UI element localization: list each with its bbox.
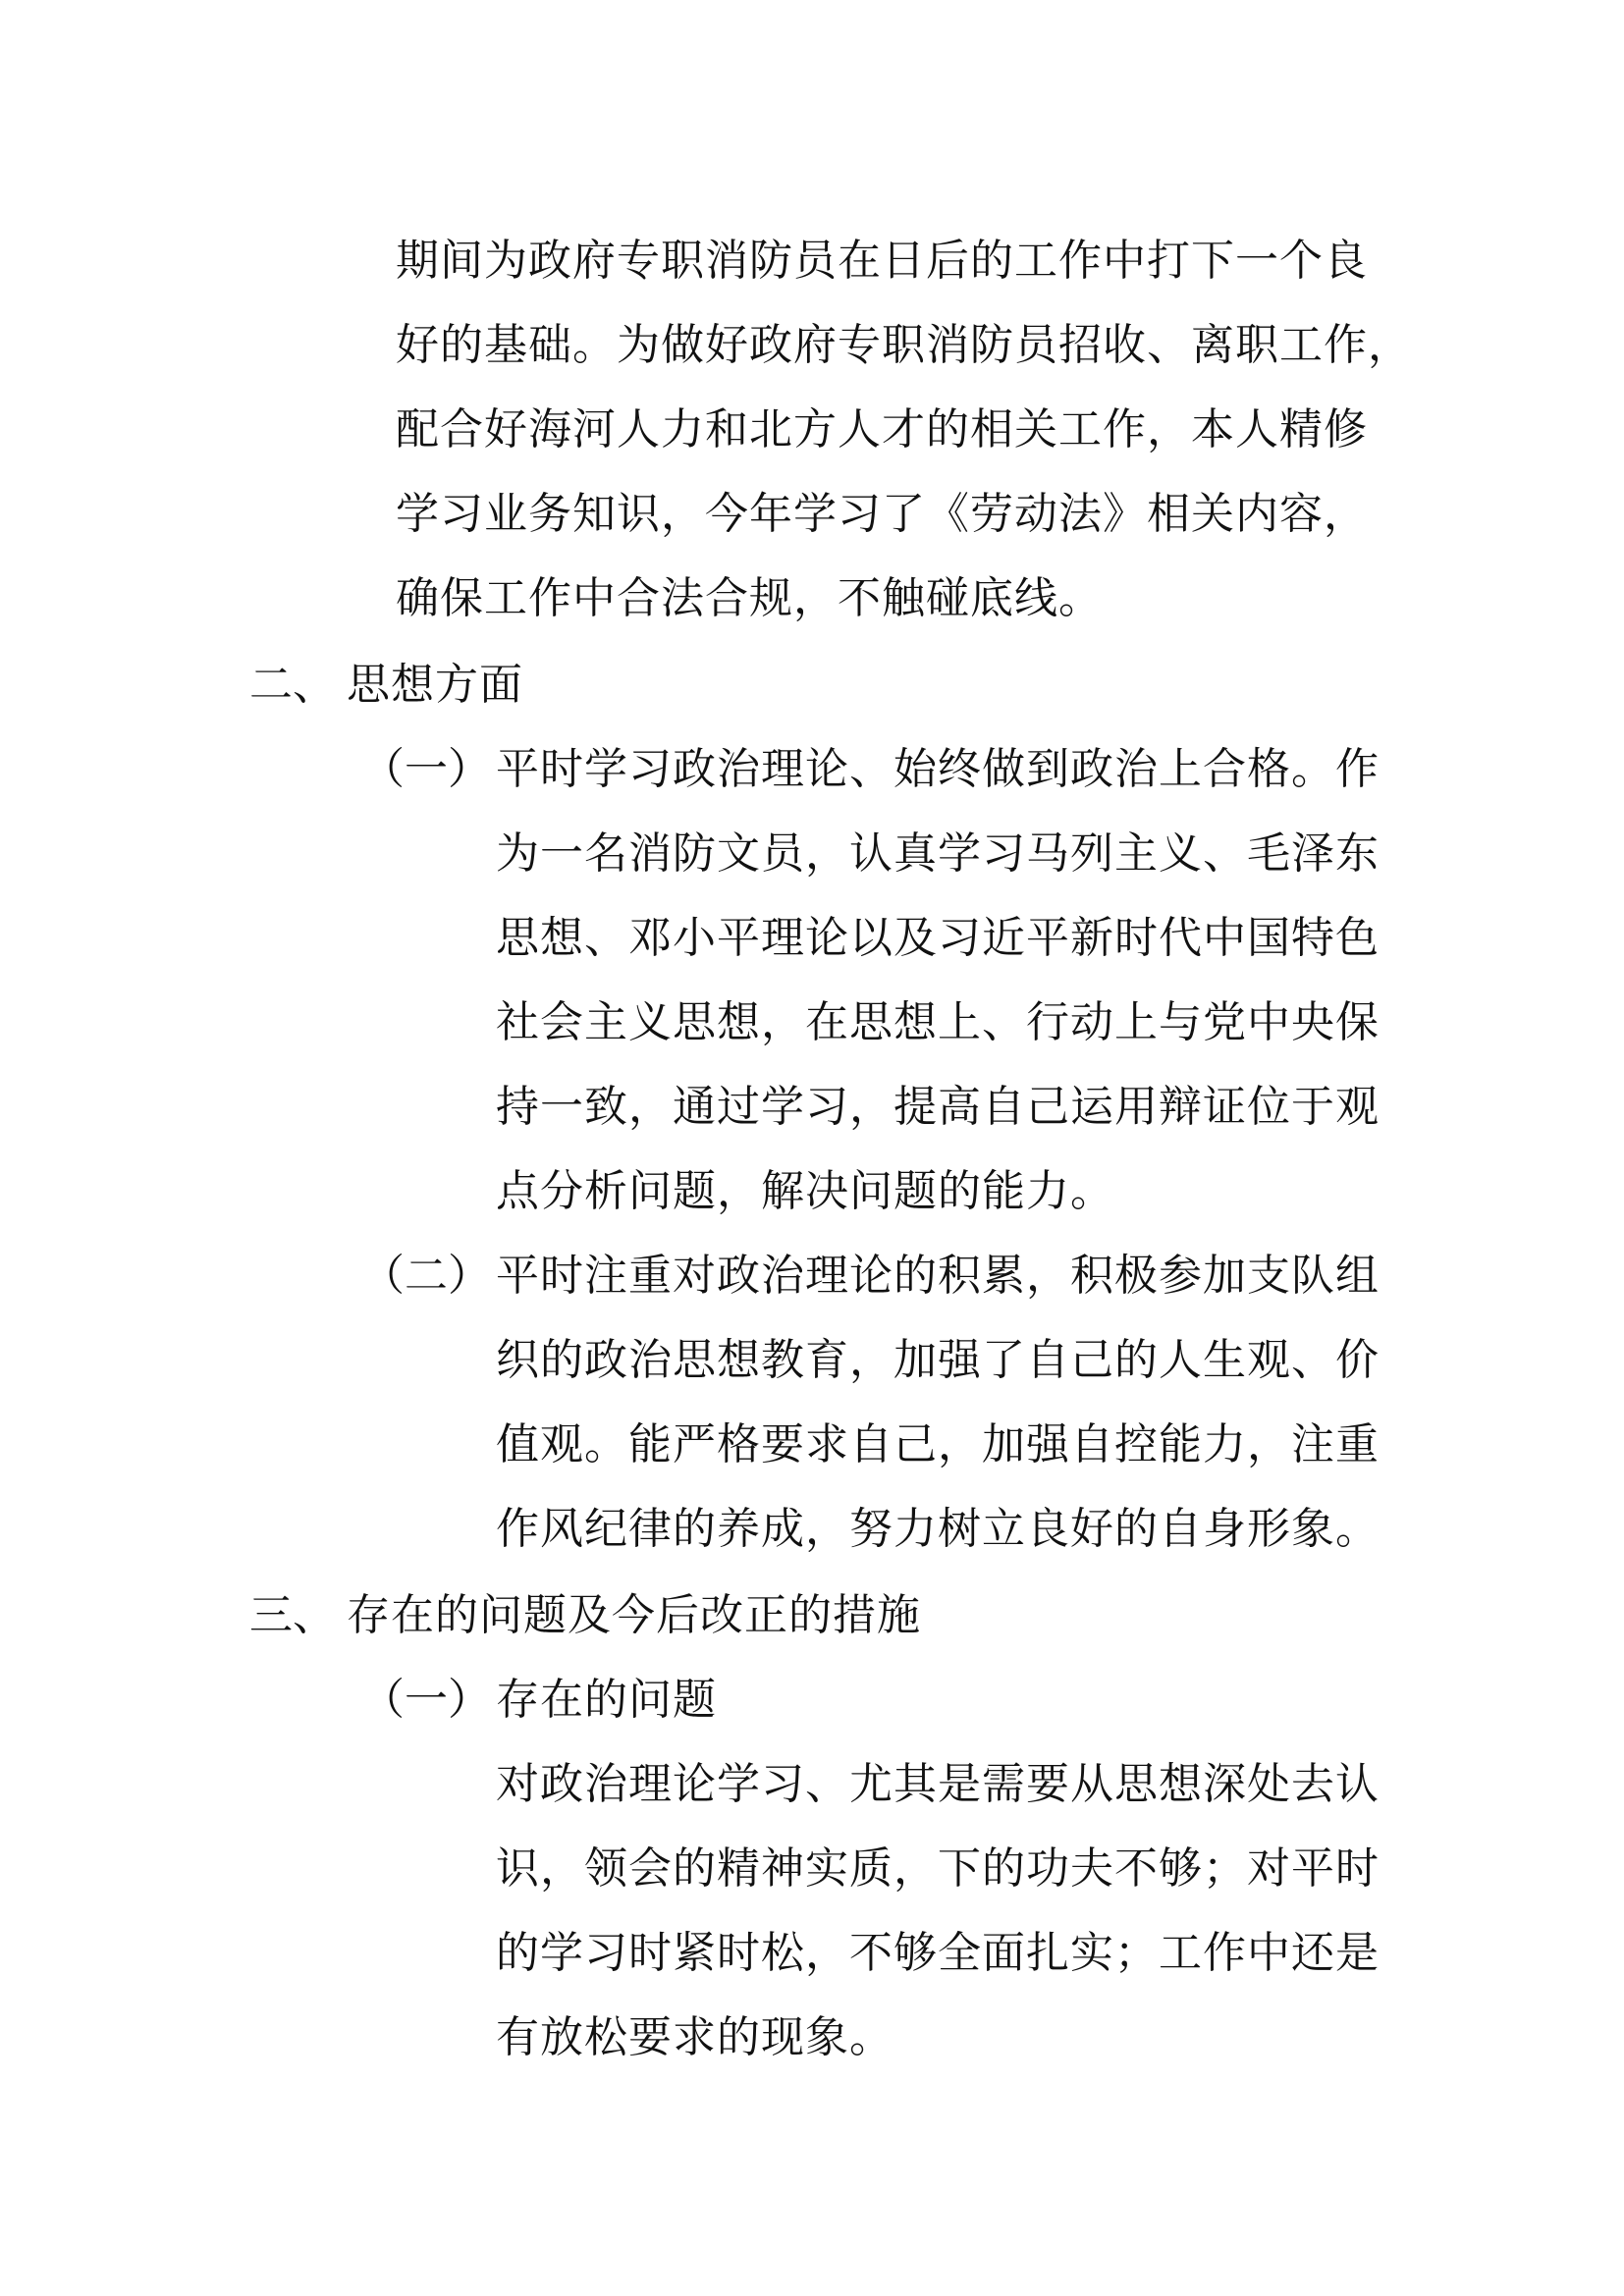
item-number: （一）: [361, 1675, 491, 1725]
paragraph-line: 点分析问题，解决问题的能力。: [496, 1166, 1114, 1216]
paragraph-line: 为一名消防文员，认真学习马列主义、毛泽东: [496, 828, 1380, 879]
paragraph-line: 值观。能严格要求自己，加强自控能力，注重: [496, 1419, 1380, 1469]
paragraph-line: 社会主义思想，在思想上、行动上与党中央保: [496, 997, 1380, 1047]
paragraph-line: 织的政治思想教育，加强了自己的人生观、价: [496, 1335, 1380, 1385]
item-number: （二）: [361, 1251, 491, 1301]
paragraph-line: 持一致，通过学习，提高自己运用辩证位于观: [496, 1082, 1380, 1132]
paragraph-line: 平时注重对政治理论的积累，积极参加支队组: [496, 1251, 1380, 1301]
paragraph-line: 期间为政府专职消防员在日后的工作中打下一个良: [396, 236, 1368, 286]
paragraph-line: 思想、邓小平理论以及习近平新时代中国特色: [496, 913, 1380, 963]
paragraph-line: 对政治理论学习、尤其是需要从思想深处去认: [496, 1759, 1380, 1809]
paragraph-line: 学习业务知识，今年学习了《劳动法》相关内容，: [396, 489, 1368, 539]
section-number: 三、: [249, 1590, 336, 1640]
section-title: 存在的问题及今后改正的措施: [347, 1590, 921, 1640]
paragraph-line: 作风纪律的养成，努力树立良好的自身形象。: [496, 1504, 1380, 1554]
paragraph-line: 识，领会的精神实质，下的功夫不够；对平时: [496, 1843, 1380, 1894]
paragraph-line: 好的基础。为做好政府专职消防员招收、离职工作，: [396, 320, 1412, 370]
paragraph-line: 的学习时紧时松，不够全面扎实；工作中还是: [496, 1928, 1380, 1978]
paragraph-line: 配合好海河人力和北方人才的相关工作，本人精修: [396, 404, 1368, 454]
paragraph-line: 平时学习政治理论、始终做到政治上合格。作: [496, 744, 1380, 794]
item-title: 存在的问题: [496, 1675, 717, 1725]
paragraph-line: 确保工作中合法合规，不触碰底线。: [396, 573, 1103, 623]
section-title: 思想方面: [347, 660, 523, 710]
section-number: 二、: [249, 660, 336, 710]
paragraph-line: 有放松要求的现象。: [496, 2012, 893, 2062]
item-number: （一）: [361, 744, 491, 794]
